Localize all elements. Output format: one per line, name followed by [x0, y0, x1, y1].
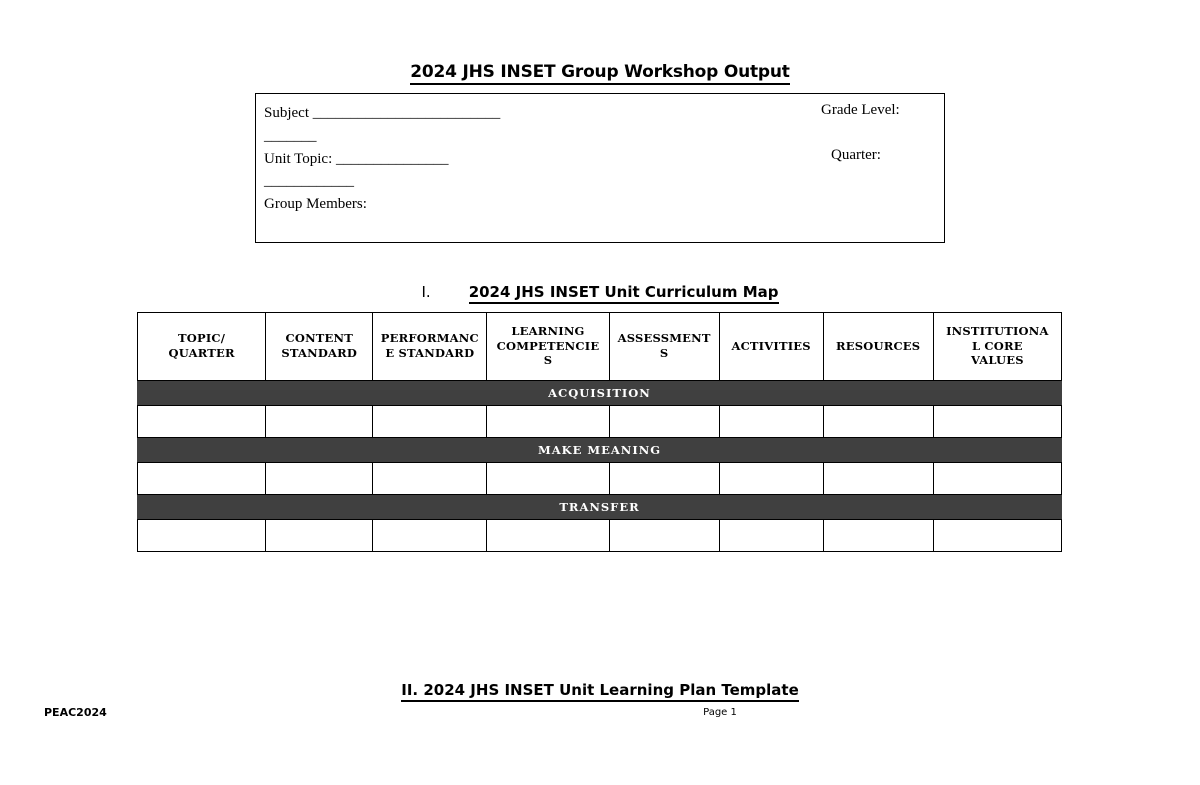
- column-header-content-standard: [266, 313, 373, 381]
- header-info-left: [264, 102, 644, 216]
- quarter-field[interactable]: Quarter:: [831, 147, 881, 163]
- grade-level-field[interactable]: Grade Level:: [821, 102, 900, 118]
- cell-content-standard[interactable]: [266, 463, 373, 495]
- header-line: VALUES: [970, 353, 1024, 368]
- subject-underline-tail: _______: [264, 127, 317, 144]
- column-header-assessments: [609, 313, 719, 381]
- cell-topic-quarter[interactable]: [138, 520, 266, 552]
- cell-content-standard[interactable]: [266, 520, 373, 552]
- header-line: LEARNING: [511, 323, 585, 338]
- header-line: S: [659, 346, 669, 360]
- column-header-institutional-core-values: [933, 313, 1061, 381]
- band-label-acquisition: ACQUISITION: [138, 381, 1062, 406]
- cell-assessments[interactable]: [609, 463, 719, 495]
- cell-institutional-core-values[interactable]: [933, 463, 1061, 495]
- header-info-box: [255, 93, 945, 243]
- cell-performance-standard[interactable]: [373, 406, 487, 438]
- cell-assessments[interactable]: [609, 406, 719, 438]
- footer-left-text: PEAC2024: [44, 706, 107, 719]
- header-line: COMPETENCIE: [496, 338, 600, 353]
- page-title: [0, 62, 1200, 82]
- header-line: QUARTER: [168, 346, 235, 360]
- column-header-resources: [823, 313, 933, 381]
- section-two-title: II. 2024 JHS INSET Unit Learning Plan Template: [401, 681, 799, 702]
- header-line: ACTIVITIES: [731, 338, 811, 353]
- header-line: RESOURCES: [836, 338, 921, 353]
- table-row: [138, 463, 1062, 495]
- section-one-numeral: I.: [421, 283, 431, 301]
- header-line: STANDARD: [281, 346, 358, 360]
- cell-institutional-core-values[interactable]: [933, 406, 1061, 438]
- cell-topic-quarter[interactable]: [138, 463, 266, 495]
- page-title-text: 2024 JHS INSET Group Workshop Output: [410, 62, 789, 85]
- table-row: [138, 406, 1062, 438]
- unit-topic-field[interactable]: Unit Topic: _______________: [264, 150, 449, 167]
- cell-activities[interactable]: [719, 406, 823, 438]
- cell-activities[interactable]: [719, 463, 823, 495]
- header-line: INSTITUTIONA: [946, 323, 1049, 338]
- cell-topic-quarter[interactable]: [138, 406, 266, 438]
- column-header-performance-standard: [373, 313, 487, 381]
- cell-resources[interactable]: [823, 406, 933, 438]
- header-line: TOPIC/: [178, 331, 226, 346]
- subject-field[interactable]: Subject _________________________: [264, 105, 501, 121]
- table-row: [138, 520, 1062, 552]
- band-label-make-meaning: MAKE MEANING: [138, 438, 1062, 463]
- footer-page-number: Page 1: [703, 707, 737, 718]
- header-line: E STANDARD: [385, 346, 475, 360]
- cell-performance-standard[interactable]: [373, 520, 487, 552]
- column-header-learning-competencies: [487, 313, 609, 381]
- header-line: S: [543, 353, 553, 368]
- header-line: PERFORMANC: [380, 331, 479, 346]
- cell-learning-competencies[interactable]: [487, 463, 609, 495]
- cell-institutional-core-values[interactable]: [933, 520, 1061, 552]
- cell-learning-competencies[interactable]: [487, 406, 609, 438]
- header-line: L CORE: [971, 338, 1023, 353]
- section-one-title: 2024 JHS INSET Unit Curriculum Map: [469, 283, 779, 304]
- column-header-activities: [719, 313, 823, 381]
- header-line: CONTENT: [285, 331, 353, 346]
- section-one-heading: [0, 283, 1200, 301]
- group-members-field[interactable]: Group Members:: [264, 196, 367, 213]
- cell-assessments[interactable]: [609, 520, 719, 552]
- section-two-heading: [0, 681, 1200, 699]
- cell-activities[interactable]: [719, 520, 823, 552]
- curriculum-map-table: [137, 312, 1062, 552]
- band-label-transfer: TRANSFER: [138, 495, 1062, 520]
- band-row-transfer: [138, 495, 1062, 520]
- cell-learning-competencies[interactable]: [487, 520, 609, 552]
- band-row-make-meaning: [138, 438, 1062, 463]
- column-header-topic-quarter: [138, 313, 266, 381]
- cell-resources[interactable]: [823, 463, 933, 495]
- header-line: ASSESSMENT: [617, 331, 711, 346]
- unit-topic-underline-tail: ____________: [264, 173, 354, 190]
- cell-resources[interactable]: [823, 520, 933, 552]
- cell-performance-standard[interactable]: [373, 463, 487, 495]
- header-info-right: [821, 102, 981, 164]
- table-header-row: [138, 313, 1062, 381]
- band-row-acquisition: [138, 381, 1062, 406]
- cell-content-standard[interactable]: [266, 406, 373, 438]
